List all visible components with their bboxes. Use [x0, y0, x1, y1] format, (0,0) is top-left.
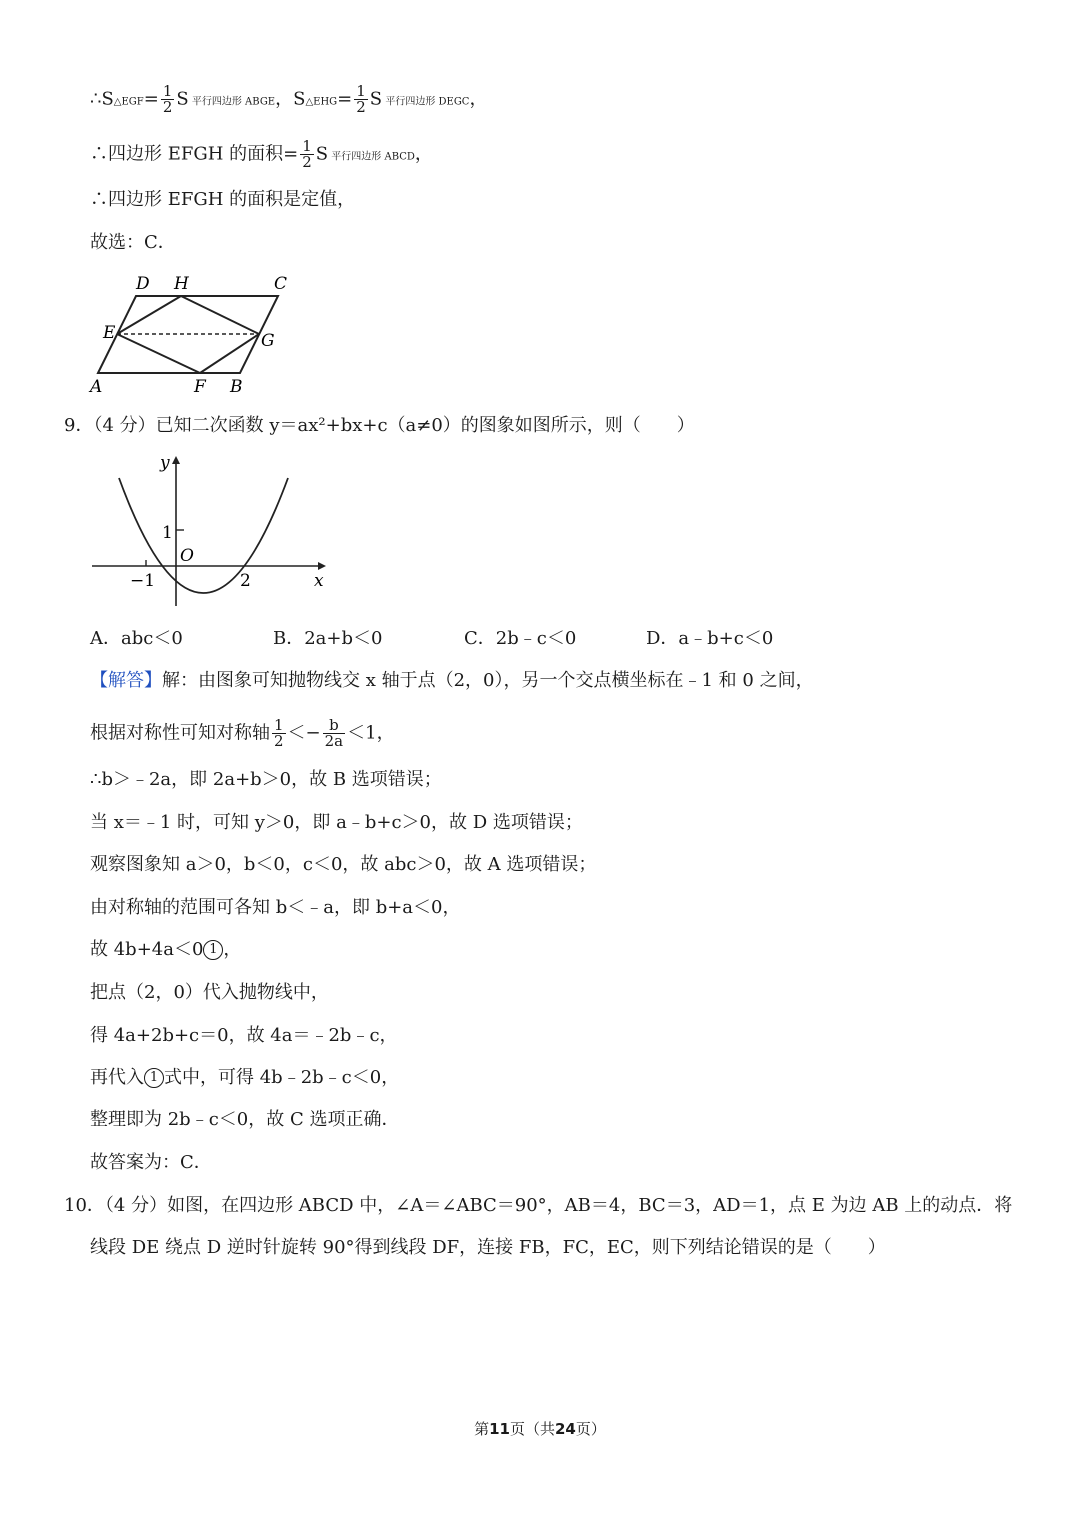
area-constant-line: ∴四边形 EFGH 的面积是定值， [90, 189, 356, 210]
solution-line-3: ∴b＞﹣2a，即 2a+b＞0，故 B 选项错误； [90, 769, 442, 790]
label-d: D [136, 274, 150, 294]
solution-line-8: 把点（2，0）代入抛物线中， [90, 982, 329, 1003]
fraction-half: $\frac{1}{2}$ [274, 716, 284, 750]
solution-line-11: 整理即为 2b﹣c＜0，故 C 选项正确． [90, 1109, 400, 1130]
axis-label-x: x [314, 571, 324, 591]
fraction-half: $\frac{1}{2}$ [162, 82, 173, 116]
solution-line-5: 观察图象知 a＞0，b＜0，c＜0，故 abc＞0，故 A 选项错误； [90, 854, 597, 875]
fraction-half: $\frac{1}{2}$ [356, 82, 366, 116]
circled-number: 1 [203, 940, 223, 960]
option-c: C．2b﹣c＜0 [464, 628, 577, 649]
circled-number: 1 [144, 1068, 164, 1088]
q8-answer-line: 故选：C． [90, 232, 176, 253]
page-total: 24 [555, 1420, 576, 1438]
solution-line-7: 故 4b+4a＜0 1 ， [90, 939, 242, 960]
fraction-b-over-2a: $\frac{b}{2a}$ [324, 716, 344, 750]
parallelogram-figure [88, 270, 288, 396]
origin-label: O [180, 546, 194, 566]
axis-label-y: y [160, 453, 170, 473]
option-d: D．a﹣b+c＜0 [646, 628, 774, 649]
label-a: A [90, 377, 103, 396]
question-9: 9．（4 分）已知二次函数 y＝ax²+bx+c（a≠0）的图象如图所示，则（ ） [64, 415, 695, 436]
solution-line-10: 再代入 1 式中，可得 4b﹣2b﹣c＜0， [90, 1067, 400, 1088]
x-axis-arrow-icon [318, 562, 326, 570]
solution-line-2: 根据对称性可知对称轴 $\frac{1}{2}$ ＜− $\frac{b}{2a}$ ＜1， [90, 716, 395, 750]
tick-label-2: 2 [240, 571, 251, 591]
label-f: F [194, 377, 206, 396]
option-b: B．2a+b＜0 [273, 628, 383, 649]
label-b: B [230, 377, 243, 396]
parabola-graph [88, 448, 333, 610]
page-footer: 第11页（共24页） [474, 1420, 606, 1438]
tick-label-1: 1 [162, 523, 173, 543]
question-10-line-1: 10．（4 分）如图，在四边形 ABCD 中，∠A＝∠ABC＝90°，AB＝4，BC＝3，AD＝1，点 E 为边 AB 上的动点．将 [64, 1195, 1013, 1216]
solution-line-4: 当 x＝﹣1 时，可知 y＞0，即 a﹣b+c＞0，故 D 选项错误； [90, 812, 583, 833]
solution-line-1: 【解答】解：由图象可知抛物线交 x 轴于点（2，0），另一个交点横坐标在﹣1 和 0 之间， [90, 670, 814, 691]
solution-line-9: 得 4a+2b+c＝0，故 4a＝﹣2b﹣c， [90, 1025, 398, 1046]
area-egf-ehg-line: ∴S△EGF= $\frac{1}{2}$ S 平行四边形 ABGE，S△EHG= $\frac{1}{2}$ S 平行四边形 DEGC， [90, 82, 488, 116]
label-c: C [274, 274, 288, 294]
label-g: G [261, 331, 275, 351]
area-efgh-line: ∴四边形 EFGH 的面积= $\frac{1}{2}$ S 平行四边形 ABCD， [90, 137, 433, 171]
solution-line-12: 故答案为：C． [90, 1152, 212, 1173]
option-a: A．abc＜0 [90, 628, 183, 649]
tick-label-neg1: −1 [130, 571, 156, 591]
label-e: E [103, 323, 116, 343]
label-h: H [174, 274, 189, 294]
solution-line-6: 由对称轴的范围可各知 b＜﹣a，即 b+a＜0， [90, 897, 461, 918]
y-axis-arrow-icon [172, 456, 180, 464]
fraction-half: $\frac{1}{2}$ [302, 137, 312, 171]
solution-tag: 【解答】 [90, 670, 162, 691]
question-10-line-2: 线段 DE 绕点 D 逆时针旋转 90°得到线段 DF，连接 FB，FC，EC，则下列结论错误的是（ ） [90, 1237, 886, 1258]
page-number: 11 [489, 1420, 510, 1438]
